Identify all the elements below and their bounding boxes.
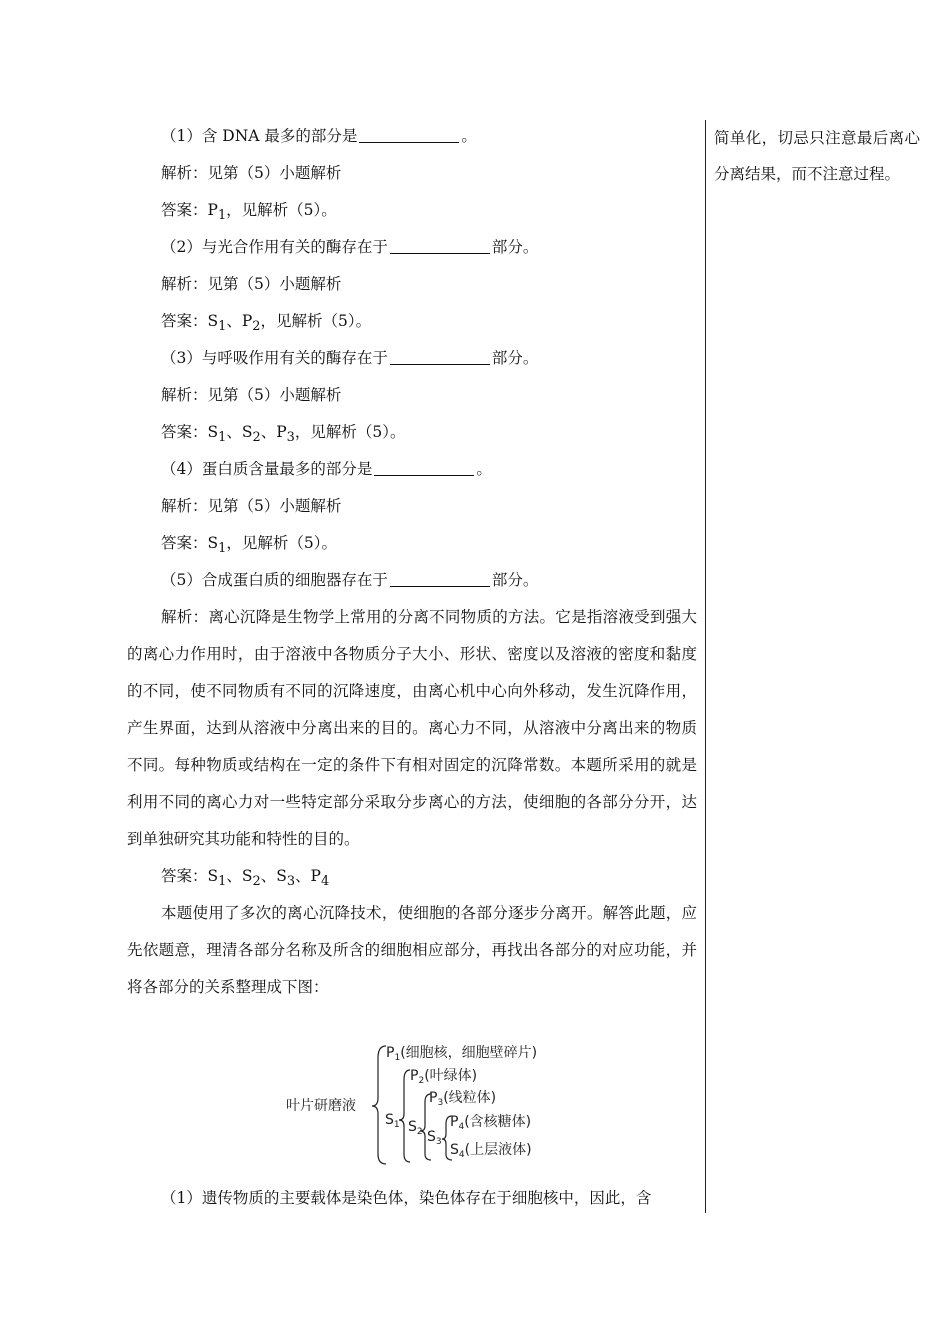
question-line	[127, 229, 697, 266]
question-line	[127, 525, 697, 562]
question-line	[127, 451, 697, 488]
line-text: ，见解析（5）。	[260, 312, 372, 330]
answer-blank	[390, 252, 490, 254]
diagram-s3: $S_3$	[427, 1129, 442, 1147]
subscript: 3	[286, 430, 295, 446]
line-text: ，见解析（5）。	[226, 534, 337, 552]
side-note: 简单化，切忌只注意最后离心分离结果，而不注意过程。	[714, 129, 920, 183]
diagram-p4: $P_4$(含核糖体)	[450, 1114, 532, 1132]
question-line	[127, 192, 697, 229]
diagram-s2: $S_2$	[408, 1119, 423, 1137]
question-line	[127, 488, 697, 525]
subscript: 1	[217, 208, 227, 224]
line-text: 部分。	[491, 349, 539, 367]
line-text: （1）含 DNA 最多的部分是	[161, 127, 358, 145]
main-column	[127, 118, 697, 1006]
line-text: ，见解析（5）。	[226, 201, 337, 219]
line-text: 答案：S	[161, 534, 219, 552]
brace-root	[372, 1046, 386, 1164]
line-text: （3）与呼吸作用有关的酶存在于	[161, 349, 388, 367]
answer-blank	[359, 141, 459, 143]
line-text: 。	[476, 460, 492, 478]
line-text: 。	[461, 127, 477, 145]
column-divider	[705, 120, 706, 1213]
diagram-p3: $P_3$(线粒体)	[429, 1090, 497, 1108]
question-line	[127, 562, 697, 599]
question-line	[127, 155, 697, 192]
line-text: 解析：见第（5）小题解析	[161, 497, 342, 515]
question-lines	[127, 118, 697, 599]
line-text: （4）蛋白质含量最多的部分是	[161, 460, 373, 478]
question-line	[127, 118, 697, 155]
question-line	[127, 303, 697, 340]
diagram-p1: $P_1$(细胞核，细胞壁碎片)	[386, 1045, 538, 1063]
answer-line-5: 答案：$S_1$、$S_2$、$S_3$、$P_4$	[161, 867, 330, 890]
line-text: 答案：S	[161, 423, 219, 441]
question-line	[127, 414, 697, 451]
line-text: （5）合成蛋白质的细胞器存在于	[161, 571, 388, 589]
answer-blank	[374, 474, 474, 476]
line-text: （2）与光合作用有关的酶存在于	[161, 238, 388, 256]
diagram-root: 叶片研磨液	[286, 1098, 356, 1114]
line-text: 解析：见第（5）小题解析	[161, 164, 342, 182]
subscript: 1	[218, 541, 227, 557]
line-text: 答案：P	[161, 201, 218, 219]
diagram-p2: $P_2$(叶绿体)	[410, 1068, 478, 1086]
answer-blank	[390, 363, 490, 365]
line-text: ，见解析（5）。	[294, 423, 406, 441]
line-text: 部分。	[491, 238, 539, 256]
diagram-s4: $S_4$(上层液体)	[450, 1142, 532, 1160]
diagram-s1: $S_1$	[385, 1112, 400, 1130]
analysis-paragraph: 解析：离心沉降是生物学上常用的分离不同物质的方法。它是指溶液受到强大的离心力作用时，由于溶液中各物质分子大小、形状、密度以及溶液的密度和黏度的不同，使不同物质有不同的沉降速度，由离心机中心向外移动，发生沉降作用，产生界面，达到从溶液中分离出来的目的。离心力不同，从溶液中分离出来的物质不同。每种物质或结构在一定的条件下有相对固定的沉降常数。本题所采用的就是利用不同的离心力对一些特定部分采取分步离心的方法，使细胞的各部分分开，达到单独研究其功能和特性的目的。	[127, 608, 697, 848]
centrifugation-diagram	[282, 1040, 582, 1168]
brace-s1	[399, 1070, 410, 1162]
question-line	[127, 377, 697, 414]
subscript: 1	[218, 430, 227, 446]
line-text: 答案：S	[161, 312, 219, 330]
answer-blank	[390, 585, 490, 587]
line-text: 、P	[226, 312, 253, 330]
subscript: 2	[252, 430, 261, 446]
line-text: 解析：见第（5）小题解析	[161, 386, 342, 404]
line-text: 、S	[226, 423, 253, 441]
question-line	[127, 340, 697, 377]
question-line	[127, 266, 697, 303]
line-text: 、P	[260, 423, 287, 441]
line-text: 解析：见第（5）小题解析	[161, 275, 342, 293]
line-text: 部分。	[491, 571, 539, 589]
subscript: 2	[252, 319, 261, 335]
summary-paragraph: 本题使用了多次的离心沉降技术，使细胞的各部分逐步分离开。解答此题，应先依题意，理清各部分名称及所含的细胞相应部分，再找出各部分的对应功能，并将各部分的关系整理成下图：	[127, 904, 697, 996]
subscript: 1	[218, 319, 227, 335]
last-line: （1）遗传物质的主要载体是染色体，染色体存在于细胞核中，因此，含	[161, 1189, 652, 1207]
